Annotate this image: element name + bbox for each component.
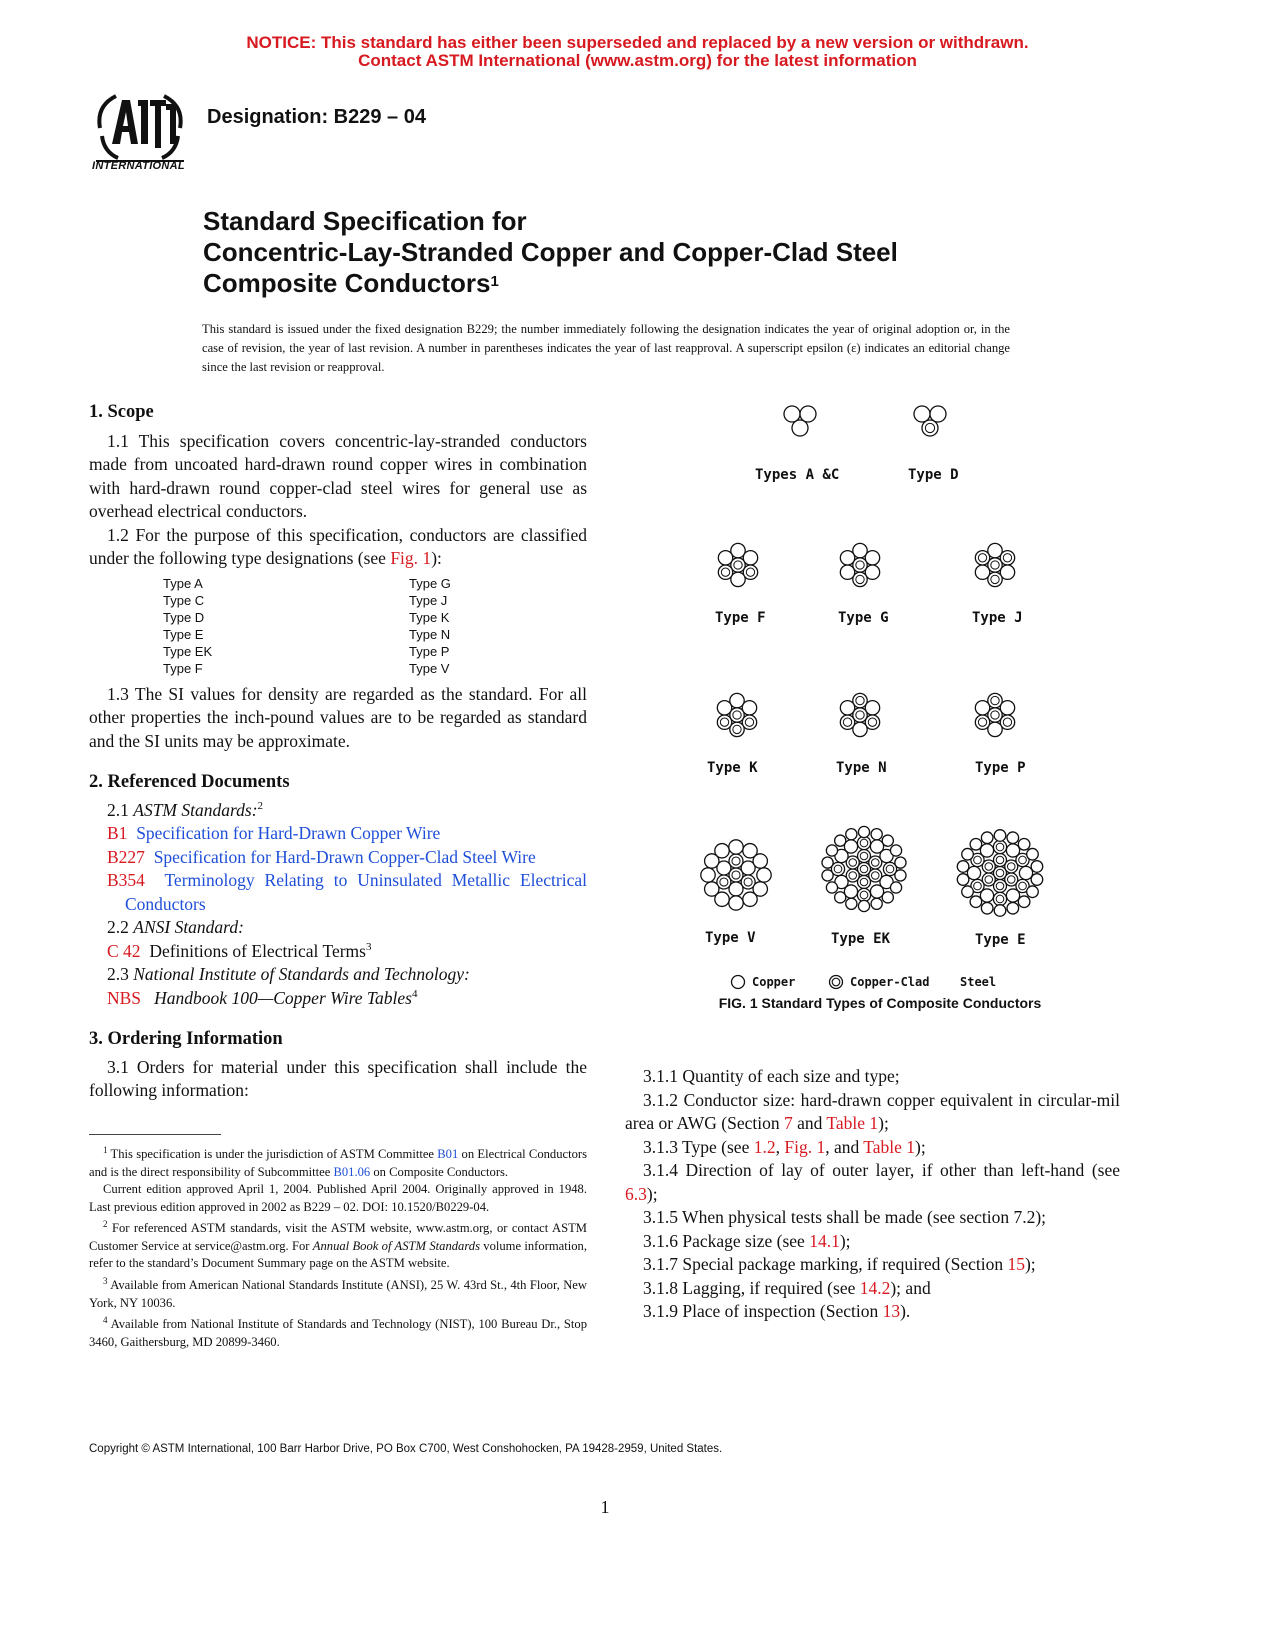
item-text: 3.1.3 Type (see — [643, 1136, 754, 1157]
footnote-text: Annual Book of ASTM Standards — [312, 1238, 480, 1253]
item-text: ); — [646, 1183, 658, 1204]
left-column — [89, 401, 587, 1103]
footnotes — [89, 1142, 587, 1351]
item-text: 3.1.8 Lagging, if required (see — [643, 1277, 860, 1298]
diagram-type-v — [701, 840, 771, 910]
item-3-1-3 — [625, 1136, 1120, 1160]
ref-b354[interactable] — [89, 869, 587, 916]
type-item: Type C — [163, 592, 205, 608]
diagram-type-e — [957, 830, 1042, 917]
intro-paragraph: This standard is issued under the fixed designation B229; the number immediately following the designation indicates the year of original adoption or, in the case of revision, the year of last revision. A number in parentheses indicates the year of last reapproval. A superscript epsilon (ε) indicates an editorial change since the last revision or reapproval. — [202, 322, 1010, 374]
astm-standards-label: ASTM Standards: — [133, 799, 258, 820]
footnote-ref-4: 4 — [411, 987, 418, 1000]
label-type-k: Type K — [707, 760, 758, 776]
type-item: Type N — [409, 626, 451, 642]
label-type-g: Type G — [838, 610, 889, 626]
item-text: ); — [915, 1136, 926, 1157]
item-text: 3.1.2 Conductor size: hard-drawn copper equivalent in circular-mil area or AWG (Section — [625, 1089, 1120, 1133]
item-text: 3.1.9 Place of inspection (Section — [643, 1301, 883, 1321]
para-2-2 — [89, 916, 587, 940]
title-line-3-text: Composite Conductors — [203, 268, 491, 298]
title-line-2: Concentric-Lay-Stranded Copper and Copper-Clad Steel — [203, 237, 898, 267]
footnote-text: For referenced ASTM standards, visit the ASTM website, www.astm.org, or contact ASTM Customer Service at service@astm.org. For — [89, 1221, 588, 1253]
legend-copper-clad: Copper-Clad — [850, 975, 930, 989]
label-type-e: Type E — [975, 932, 1026, 948]
para-1-2-text: 1.2 For the purpose of this specification, conductors are classified under the following type designations (see — [89, 524, 587, 568]
ref-code[interactable]: NBS — [107, 987, 142, 1008]
footnote-marker: 4 — [103, 1315, 108, 1326]
type-item: Type F — [163, 660, 203, 676]
figure-1 — [640, 395, 1120, 1035]
table-1-link[interactable]: Table 1 — [826, 1113, 879, 1133]
para-2-2-num: 2.2 — [107, 917, 134, 937]
ref-code[interactable]: B227 — [107, 846, 145, 867]
footnote-4 — [89, 1312, 587, 1351]
diagram-type-p — [975, 693, 1014, 736]
withdrawn-notice — [0, 34, 1275, 70]
fig-1-link[interactable]: Fig. 1 — [784, 1136, 826, 1157]
diagram-type-n — [840, 693, 879, 736]
footnote-marker: 3 — [103, 1275, 108, 1286]
para-2-1-num: 2.1 — [107, 799, 134, 820]
ref-c42[interactable] — [89, 940, 587, 964]
ref-title[interactable]: Terminology Relating to Uninsulated Metallic Electrical Conductors — [125, 870, 587, 914]
footnote-1 — [89, 1142, 587, 1181]
label-type-p: Type P — [975, 760, 1026, 776]
item-3-1-2 — [625, 1089, 1120, 1136]
ansi-standard-label: ANSI Standard: — [133, 917, 244, 937]
item-text: ); — [1024, 1254, 1036, 1274]
title-line-3 — [203, 268, 1103, 299]
footnote-marker: 2 — [103, 1219, 108, 1230]
section-1-2-link[interactable]: 1.2 — [753, 1136, 776, 1157]
ref-b1[interactable] — [89, 822, 587, 846]
item-text: 3.1.6 Package size (see — [643, 1230, 810, 1251]
section-14-1-link[interactable]: 14.1 — [809, 1230, 840, 1251]
subcommittee-link[interactable]: B01.06 — [333, 1164, 371, 1179]
type-item: Type G — [409, 575, 451, 591]
logo-text: INTERNATIONAL — [92, 160, 185, 172]
item-text: ); — [839, 1230, 851, 1251]
para-3-1: 3.1 Orders for material under this specification shall include the following information: — [89, 1056, 587, 1100]
notice-line-2: Contact ASTM International (www.astm.org) for the latest information — [358, 51, 917, 70]
notice-line-1: NOTICE: This standard has either been superseded and replaced by a new version or withdrawn. — [246, 33, 1029, 52]
ref-b227[interactable] — [89, 846, 587, 870]
ref-code[interactable]: C 42 — [107, 940, 141, 961]
item-text: 3.1.7 Special package marking, if required (Section — [643, 1254, 1008, 1274]
section-7-link[interactable]: 7 — [783, 1113, 793, 1133]
type-list — [89, 575, 587, 677]
type-item: Type E — [163, 626, 204, 642]
item-3-1-5: 3.1.5 When physical tests shall be made (see section 7.2); — [643, 1207, 1047, 1227]
label-type-v: Type V — [705, 930, 756, 946]
footnote-text: Available from National Institute of Standards and Technology (NIST), 100 Bureau Dr., Stop 3460, Gaithersburg, MD 20899-3460. — [89, 1317, 587, 1349]
footnote-text: on Composite Conductors. — [370, 1164, 509, 1179]
type-item: Type D — [163, 609, 205, 625]
type-item: Type A — [163, 575, 203, 591]
type-item: Type EK — [163, 643, 213, 659]
title-footnote-ref: 1 — [490, 273, 499, 290]
nist-label: National Institute of Standards and Technology: — [133, 964, 470, 984]
footnote-ref-3: 3 — [365, 940, 372, 953]
item-3-1-6 — [625, 1230, 1120, 1254]
diagram-type-j — [975, 543, 1014, 586]
para-1-2 — [89, 524, 587, 571]
label-type-ek: Type EK — [831, 931, 891, 947]
ref-code[interactable]: B354 — [107, 870, 145, 890]
ref-title[interactable]: Specification for Hard-Drawn Copper-Clad Steel Wire — [153, 846, 536, 867]
copyright: Copyright © ASTM International, 100 Barr Harbor Drive, PO Box C700, West Conshohocken, PA 19428-2959, United States. — [89, 1443, 723, 1455]
footnote-marker: 1 — [103, 1145, 108, 1155]
footnote-divider — [89, 1134, 221, 1135]
item-text: , and — [825, 1136, 864, 1157]
diagram-type-k — [717, 693, 756, 736]
para-2-3-num: 2.3 — [107, 964, 134, 984]
page-number: 1 — [600, 1497, 610, 1517]
diagram-types-ac — [784, 406, 816, 436]
ordering-list — [625, 1065, 1120, 1324]
section-13-link[interactable]: 13 — [882, 1301, 901, 1321]
item-text: ). — [900, 1301, 911, 1321]
para-2-1 — [89, 799, 587, 823]
diagram-type-g — [840, 543, 879, 586]
section-6-3-link[interactable]: 6.3 — [625, 1183, 647, 1204]
item-3-1-7 — [625, 1253, 1120, 1277]
legend-steel: Steel — [960, 975, 997, 989]
diagram-type-f — [718, 543, 757, 586]
designation: Designation: B229 – 04 — [207, 106, 426, 128]
type-item: Type J — [409, 592, 448, 608]
ref-code[interactable]: B1 — [107, 823, 128, 843]
section-15-link[interactable]: 15 — [1007, 1254, 1025, 1274]
para-1-2-end: ): — [431, 548, 442, 568]
footnote-text: This specification is under the jurisdiction of ASTM Committee — [110, 1147, 438, 1162]
conductor-diagrams — [640, 395, 1120, 995]
label-types-ac: Types A &C — [755, 467, 840, 483]
legend-copper: Copper — [752, 975, 796, 989]
footnote-3 — [89, 1273, 587, 1312]
label-type-d: Type D — [908, 467, 959, 483]
item-3-1-9 — [625, 1300, 1120, 1324]
section-1-heading: 1. Scope — [89, 402, 154, 422]
diagram-type-d — [914, 406, 946, 436]
footnote-1-edition: Current edition approved April 1, 2004. Published April 2004. Originally approved in 1948. Last previous edition approved in 2002 as B229 – 02. DOI: 10.1520/B0229-04. — [89, 1182, 587, 1214]
ref-title: Handbook 100—Copper Wire Tables — [154, 987, 412, 1008]
type-item: Type V — [409, 660, 450, 676]
para-1-3: 1.3 The SI values for density are regarded as the standard. For all other properties the inch-pound values are to be regarded as standard and the SI units may be approximate. — [89, 683, 587, 751]
ref-title: Definitions of Electrical Terms — [149, 940, 366, 961]
ref-title[interactable]: Specification for Hard-Drawn Copper Wire — [136, 823, 441, 843]
footnote-text: Available from American National Standards Institute (ANSI), 25 W. 43rd St., 4th Floor, New York, NY 10036. — [89, 1278, 587, 1310]
type-item: Type P — [409, 643, 450, 659]
para-1-1: 1.1 This specification covers concentric-lay-stranded conductors made from uncoated hard-drawn round copper wires in combination with hard-drawn round copper-clad steel wires for general use as overhead electrical conductors. — [89, 430, 587, 521]
label-type-n: Type N — [836, 760, 887, 776]
label-type-j: Type J — [972, 610, 1023, 626]
item-3-1-4 — [625, 1159, 1120, 1206]
table-1-link[interactable]: Table 1 — [863, 1136, 916, 1157]
section-14-2-link[interactable]: 14.2 — [859, 1277, 891, 1298]
clad-legend-icon — [828, 974, 844, 990]
copper-legend-icon — [730, 974, 746, 990]
section-3-heading: 3. Ordering Information — [89, 1029, 283, 1049]
section-2-heading: 2. Referenced Documents — [89, 772, 290, 792]
type-list-right — [409, 575, 451, 676]
page-title — [203, 206, 1103, 299]
figure-caption: FIG. 1 Standard Types of Composite Conductors — [718, 995, 1042, 1011]
item-text: ); and — [890, 1277, 931, 1298]
astm-logo — [88, 86, 192, 178]
title-line-1: Standard Specification for — [203, 206, 527, 236]
footnote-2 — [89, 1216, 587, 1273]
committee-link[interactable]: B01 — [437, 1147, 459, 1162]
footnote-ref-2: 2 — [257, 799, 264, 812]
ref-nbs[interactable] — [89, 987, 587, 1011]
fig-1-link[interactable]: Fig. 1 — [390, 548, 432, 568]
footnote-text: on Electrical Conductors and is the direct responsibility of Subcommittee — [89, 1147, 587, 1179]
item-3-1-8 — [625, 1277, 1120, 1301]
item-text: ); — [878, 1113, 889, 1133]
type-item: Type K — [409, 609, 450, 625]
para-2-3 — [89, 963, 587, 987]
footnote-text: volume information, refer to the standard’s Document Summary page on the ASTM website. — [89, 1238, 587, 1271]
diagram-type-ek — [822, 826, 906, 911]
item-3-1-1: 3.1.1 Quantity of each size and type; — [643, 1066, 900, 1086]
item-text: , — [775, 1136, 785, 1157]
type-list-left — [163, 575, 213, 676]
item-text: 3.1.4 Direction of lay of outer layer, if other than left-hand (see — [643, 1160, 1120, 1180]
item-text: and — [792, 1113, 827, 1133]
label-type-f: Type F — [715, 610, 766, 626]
